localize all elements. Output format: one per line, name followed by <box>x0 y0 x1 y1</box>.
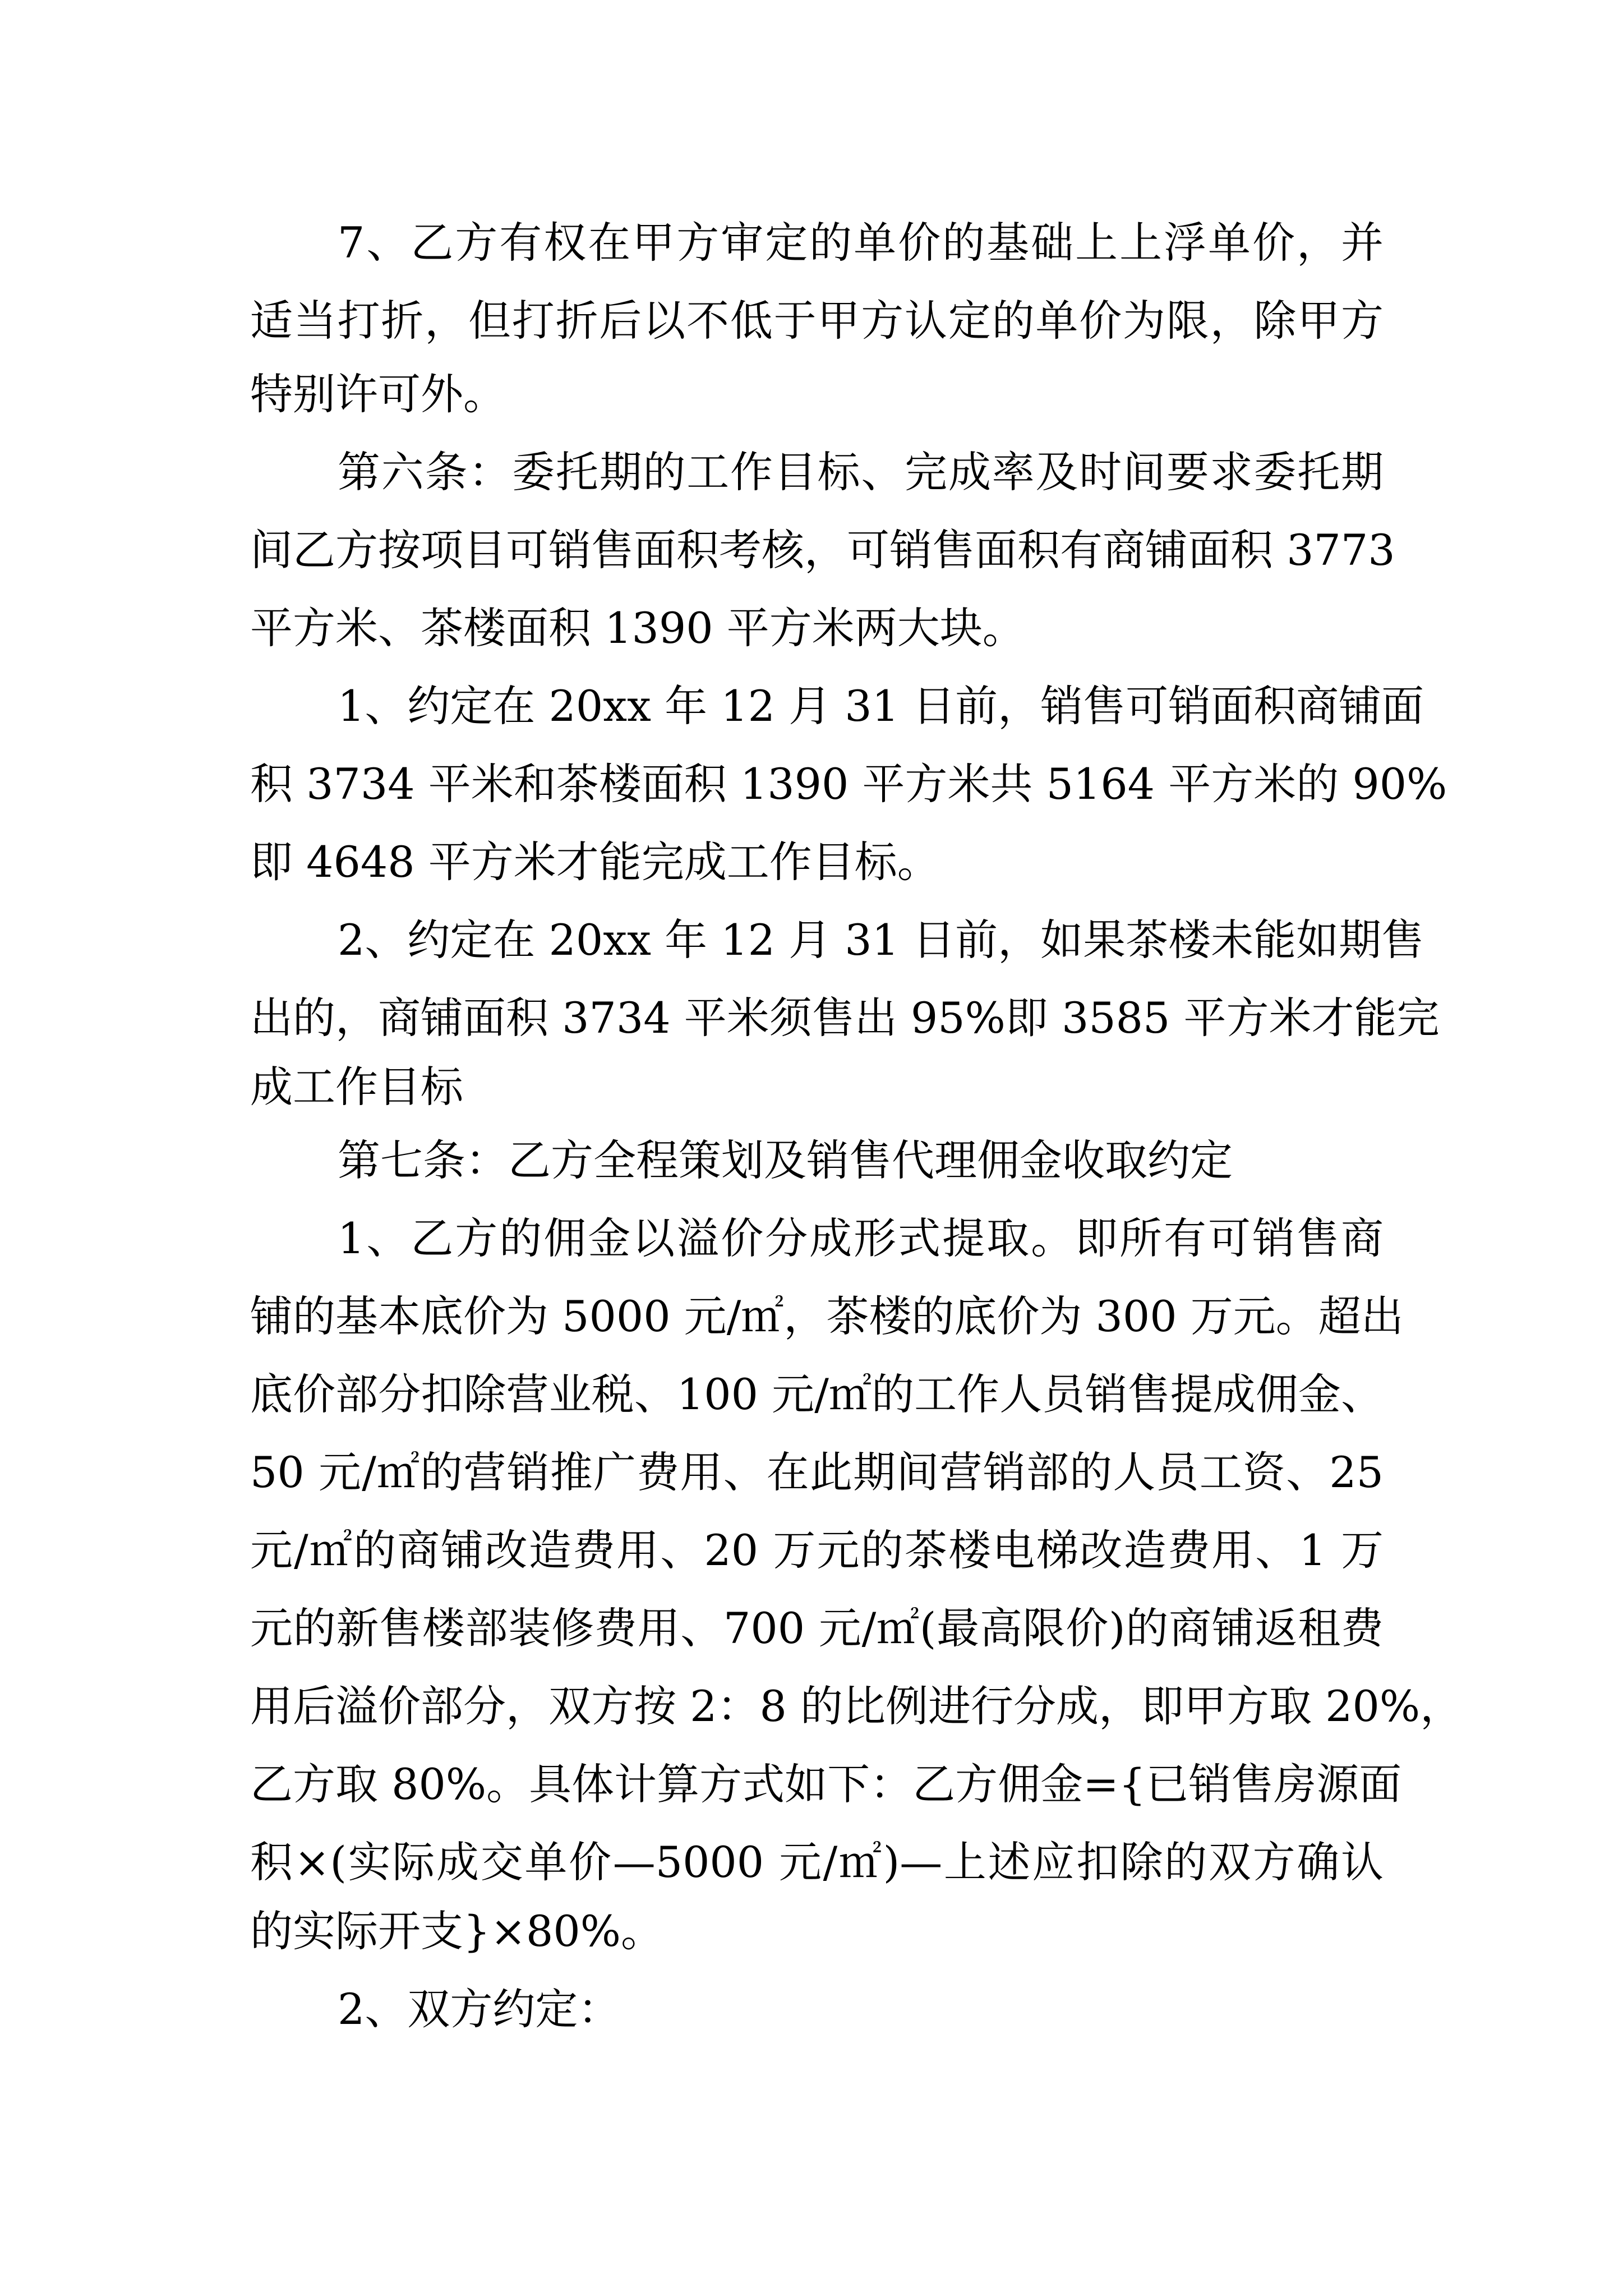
paragraph-article-7-item-1 <box>250 1199 1623 1970</box>
paragraph-article-7-item-2 <box>250 1970 1623 2048</box>
paragraph-clause-7 <box>250 204 1623 433</box>
paragraph-line: 50 元/㎡的营销推广费用、在此期间营销部的人员工资、25 <box>250 1447 1384 1497</box>
paragraph-line: 出的，商铺面积 3734 平米须售出 95%即 3585 平方米才能完 <box>250 993 1440 1043</box>
paragraph-line: 的实际开支}×80%。 <box>250 1906 663 1956</box>
paragraph-line: 即 4648 平方米才能完成工作目标。 <box>250 837 940 887</box>
paragraph-line: 第六条：委托期的工作目标、完成率及时间要求委托期 <box>338 447 1384 497</box>
paragraph-line: 积×(实际成交单价—5000 元/㎡)—上述应扣除的双方确认 <box>250 1837 1384 1887</box>
paragraph-article-6 <box>250 433 1623 667</box>
paragraph-line: 7、乙方有权在甲方审定的单价的基础上上浮单价，并 <box>338 218 1384 268</box>
paragraph-line: 元的新售楼部装修费用、700 元/㎡(最高限价)的商铺返租费 <box>250 1603 1384 1653</box>
paragraph-article-7-heading <box>250 1121 1623 1199</box>
paragraph-line: 铺的基本底价为 5000 元/㎡，茶楼的底价为 300 万元。超出 <box>250 1291 1404 1341</box>
paragraph-line: 1、约定在 20xx 年 12 月 31 日前，销售可销面积商铺面 <box>338 681 1424 731</box>
paragraph-line: 积 3734 平米和茶楼面积 1390 平方米共 5164 平方米的 90% <box>250 759 1447 809</box>
paragraph-article-6-item-2 <box>250 901 1623 1126</box>
paragraph-line: 乙方取 80%。具体计算方式如下：乙方佣金={已销售房源面 <box>250 1759 1402 1809</box>
paragraph-line: 成工作目标 <box>250 1062 463 1112</box>
paragraph-line: 用后溢价部分，双方按 2：8 的比例进行分成，即甲方取 20%， <box>250 1681 1463 1731</box>
paragraph-line: 特别许可外。 <box>250 369 506 419</box>
paragraph-line: 2、双方约定： <box>338 1984 621 2034</box>
paragraph-line: 底价部分扣除营业税、100 元/㎡的工作人员销售提成佣金、 <box>250 1369 1384 1419</box>
paragraph-line: 元/㎡的商铺改造费用、20 万元的茶楼电梯改造费用、1 万 <box>250 1525 1384 1575</box>
paragraph-line: 2、约定在 20xx 年 12 月 31 日前，如果茶楼未能如期售 <box>338 915 1424 965</box>
paragraph-line: 第七条：乙方全程策划及销售代理佣金收取约定 <box>338 1135 1233 1185</box>
paragraph-article-6-item-1 <box>250 667 1623 901</box>
paragraph-line: 平方米、茶楼面积 1390 平方米两大块。 <box>250 603 1025 653</box>
paragraph-line: 1、乙方的佣金以溢价分成形式提取。即所有可销售商 <box>338 1213 1384 1263</box>
paragraph-line: 适当打折，但打折后以不低于甲方认定的单价为限，除甲方 <box>250 296 1384 346</box>
paragraph-line: 间乙方按项目可销售面积考核，可销售面积有商铺面积 3773 <box>250 525 1395 575</box>
